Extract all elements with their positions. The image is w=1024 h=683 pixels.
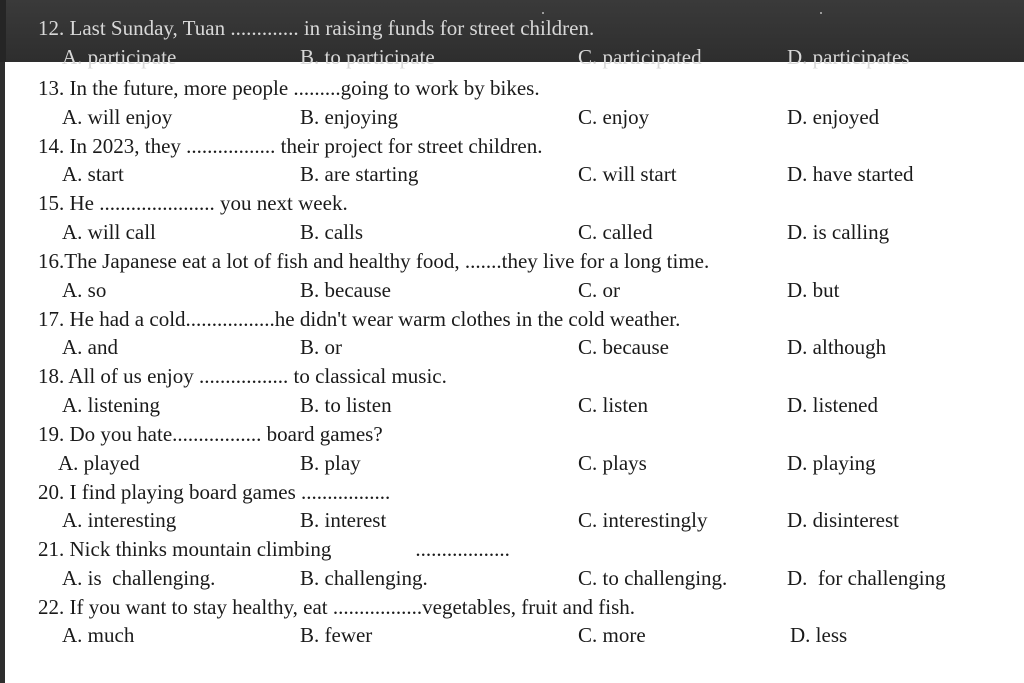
question-stem: 19. Do you hate................. board games? <box>38 422 383 446</box>
option-c[interactable]: C. listen <box>578 393 649 417</box>
option-b[interactable]: B. because <box>300 278 391 302</box>
option-b[interactable]: B. to participate <box>300 45 435 69</box>
option-d[interactable]: D. is calling <box>787 220 890 244</box>
option-b[interactable]: B. calls <box>300 220 363 244</box>
option-b[interactable]: B. to listen <box>300 393 392 417</box>
option-d[interactable]: D. although <box>787 335 887 359</box>
option-d[interactable]: D. disinterest <box>787 508 899 532</box>
option-a[interactable]: A. is challenging. <box>62 566 216 590</box>
option-a[interactable]: A. played <box>58 451 140 475</box>
option-c[interactable]: C. because <box>578 335 669 359</box>
option-d[interactable]: D. enjoyed <box>787 105 880 129</box>
option-c[interactable]: C. plays <box>578 451 647 475</box>
option-c[interactable]: C. called <box>578 220 653 244</box>
option-b[interactable]: B. are starting <box>300 162 419 186</box>
question-stem: 21. Nick thinks mountain climbing .................. <box>38 537 510 561</box>
option-a[interactable]: A. so <box>62 278 107 302</box>
option-c[interactable]: C. or <box>578 278 620 302</box>
option-a[interactable]: A. start <box>62 162 124 186</box>
option-d[interactable]: D. playing <box>787 451 876 475</box>
option-c[interactable]: C. interestingly <box>578 508 708 532</box>
question-stem: 16.The Japanese eat a lot of fish and healthy food, .......they live for a long time. <box>38 249 710 273</box>
option-b[interactable]: B. or <box>300 335 342 359</box>
option-d[interactable]: D. for challenging <box>787 566 946 590</box>
option-d[interactable]: D. have started <box>787 162 914 186</box>
option-c[interactable]: C. will start <box>578 162 677 186</box>
question-stem: 22. If you want to stay healthy, eat .................vegetables, fruit and fish. <box>38 595 635 619</box>
option-d[interactable]: D. participates <box>787 45 910 69</box>
option-c[interactable]: C. to challenging. <box>578 566 728 590</box>
option-a[interactable]: A. interesting <box>62 508 177 532</box>
option-c[interactable]: C. more <box>578 623 646 647</box>
question-stem: 15. He ...................... you next week. <box>38 191 348 215</box>
option-a[interactable]: A. will enjoy <box>62 105 173 129</box>
option-d[interactable]: D. less <box>790 623 848 647</box>
question-stem: 14. In 2023, they ................. their project for street children. <box>38 134 543 158</box>
question-stem: 20. I find playing board games ................. <box>38 480 391 504</box>
option-d[interactable]: D. listened <box>787 393 878 417</box>
question-stem: 17. He had a cold.................he didn't wear warm clothes in the cold weather. <box>38 307 681 331</box>
option-b[interactable]: B. challenging. <box>300 566 428 590</box>
option-c[interactable]: C. participated <box>578 45 702 69</box>
option-b[interactable]: B. play <box>300 451 361 475</box>
option-b[interactable]: B. enjoying <box>300 105 398 129</box>
option-b[interactable]: B. fewer <box>300 623 373 647</box>
option-a[interactable]: A. participate <box>62 45 177 69</box>
option-a[interactable]: A. and <box>62 335 118 359</box>
option-a[interactable]: A. will call <box>62 220 156 244</box>
option-a[interactable]: A. much <box>62 623 135 647</box>
option-d[interactable]: D. but <box>787 278 840 302</box>
question-stem: 18. All of us enjoy ................. to classical music. <box>38 364 447 388</box>
question-stem: 12. Last Sunday, Tuan ............. in raising funds for street children. <box>38 16 595 40</box>
option-a[interactable]: A. listening <box>62 393 160 417</box>
option-c[interactable]: C. enjoy <box>578 105 650 129</box>
option-b[interactable]: B. interest <box>300 508 387 532</box>
question-stem: 13. In the future, more people .........going to work by bikes. <box>38 76 540 100</box>
